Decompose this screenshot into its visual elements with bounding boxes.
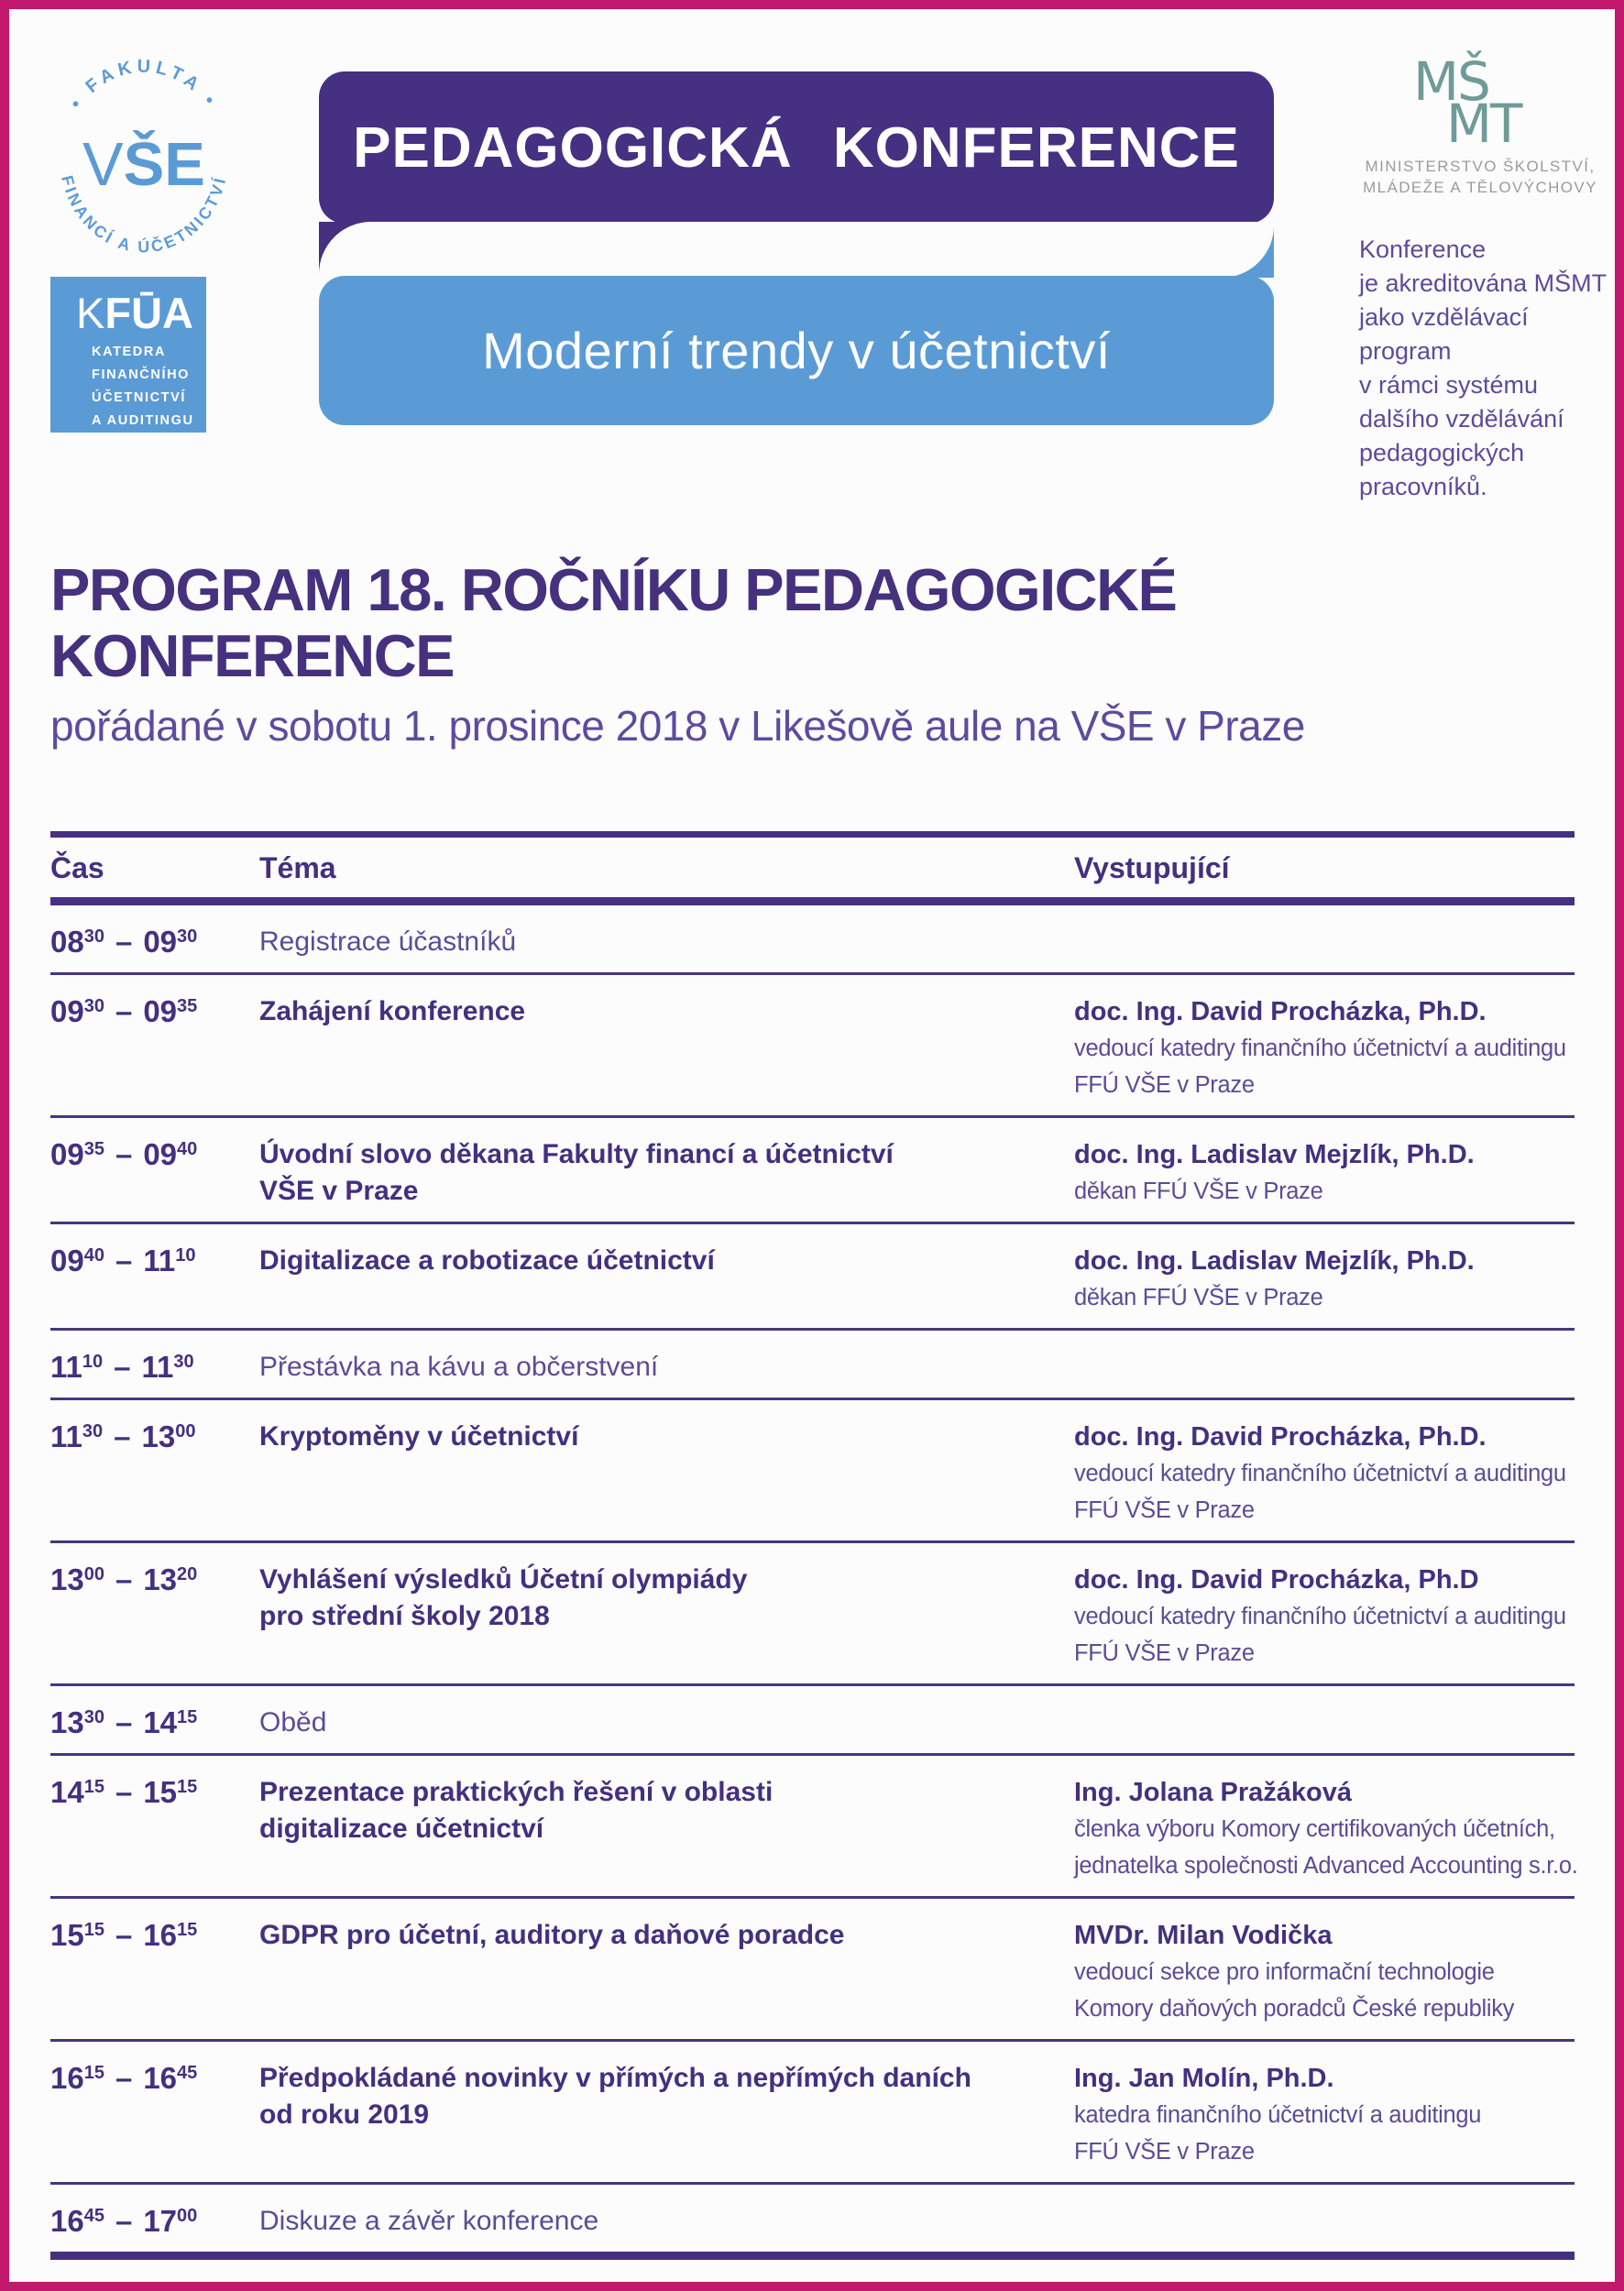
- speaker-name: doc. Ing. Ladislav Mejzlík, Ph.D.: [1074, 1140, 1475, 1169]
- schedule-table: [50, 831, 1578, 2260]
- accreditation-note: [1359, 233, 1615, 504]
- svg-text:• FAKULTA •: [66, 57, 222, 113]
- kfua-letters-fua: FŪA: [104, 289, 193, 337]
- table-row: [50, 1899, 1575, 2042]
- kfua-caption-line: ÚČETNICTVÍ: [92, 390, 186, 405]
- table-row: [50, 1400, 1575, 1543]
- speaker-description: FFÚ VŠE v Praze: [1074, 1072, 1255, 1098]
- vse-ring-top-text: • FAKULTA •: [66, 57, 222, 113]
- session-topic: [259, 1917, 1074, 2027]
- session-speaker: [1074, 1419, 1575, 1529]
- conference-theme-banner: [319, 276, 1274, 425]
- session-topic-line: Vyhlášení výsledků Účetní olympiády: [259, 1564, 748, 1595]
- session-topic-line: Předpokládané novinky v přímých a nepřímých daních: [259, 2063, 971, 2093]
- session-topic: [259, 1774, 1074, 1884]
- curve-mask: [319, 222, 1274, 278]
- msmt-logo-line1: MŠ: [1413, 50, 1489, 113]
- speaker-description: děkan FFÚ VŠE v Praze: [1074, 1285, 1323, 1310]
- session-speaker: [1074, 2203, 1575, 2240]
- speaker-name: doc. Ing. Ladislav Mejzlík, Ph.D.: [1074, 1246, 1475, 1276]
- vse-center-e: E: [164, 130, 205, 200]
- accreditation-line: jako vzdělávací program: [1359, 303, 1529, 365]
- session-topic-line: Přestávka na kávu a občerstvení: [259, 1352, 659, 1382]
- conference-name-banner: [319, 71, 1274, 224]
- column-header-time: Čas: [50, 851, 104, 884]
- session-topic: [259, 1705, 1074, 1741]
- session-speaker: [1074, 1136, 1575, 1210]
- session-speaker: [1074, 1705, 1575, 1741]
- session-topic-line: Prezentace praktických řešení v oblasti: [259, 1777, 774, 1807]
- table-row: [50, 2042, 1575, 2185]
- session-speaker: [1074, 924, 1575, 960]
- speaker-name: MVDr. Milan Vodička: [1074, 1921, 1333, 1950]
- session-topic-line: GDPR pro účetní, auditory a daňové poradce: [259, 1920, 845, 1950]
- table-row: [50, 2185, 1575, 2252]
- table-row: [50, 1331, 1575, 1400]
- schedule-header: [50, 831, 1575, 905]
- vse-center-v: V: [82, 130, 124, 200]
- table-row: [50, 1118, 1575, 1224]
- session-time-range: $16^{45} - 17^{00}$: [50, 2204, 198, 2238]
- kfua-wordmark: [76, 290, 206, 337]
- kfua-letter-k: K: [76, 289, 105, 337]
- session-topic-line: Oběd: [259, 1707, 327, 1737]
- conference-name: PEDAGOGICKÁ KONFERENCE: [353, 115, 1240, 180]
- table-row: [50, 1543, 1575, 1686]
- ministry-name-line1: MINISTERSTVO ŠKOLSTVÍ,: [1365, 158, 1596, 175]
- session-topic: [259, 924, 1074, 960]
- speaker-description: FFÚ VŠE v Praze: [1074, 2139, 1255, 2165]
- session-topic: [259, 2060, 1074, 2170]
- session-time-range: $09^{35} - 09^{40}$: [50, 1137, 198, 1171]
- vse-center-s: Š: [123, 130, 165, 200]
- session-speaker: [1074, 1562, 1575, 1672]
- page-title: PROGRAM 18. ROČNÍKU PEDAGOGICKÉ KONFERENCE: [50, 556, 1177, 689]
- session-topic: [259, 2203, 1074, 2240]
- accreditation-line: Konference: [1359, 236, 1487, 263]
- session-time-range: $14^{15} - 15^{15}$: [50, 1775, 198, 1809]
- session-topic-line: Digitalizace a robotizace účetnictví: [259, 1245, 715, 1276]
- accreditation-line: pedagogických: [1359, 439, 1525, 466]
- session-topic: [259, 993, 1074, 1103]
- speaker-name: doc. Ing. David Procházka, Ph.D: [1074, 1565, 1479, 1595]
- session-topic: [259, 1136, 1074, 1210]
- session-topic-line: pro střední školy 2018: [259, 1601, 550, 1631]
- speaker-description: vedoucí katedry finančního účetnictví a auditingu: [1074, 1604, 1566, 1629]
- table-row: [50, 1756, 1578, 1899]
- page-subtitle: pořádané v sobotu 1. prosince 2018 v Likešově aule na VŠE v Praze: [50, 702, 1305, 750]
- session-time-range: $08^{30} - 09^{30}$: [50, 925, 198, 959]
- program-title-block: [50, 557, 1581, 751]
- msmt-logo-line2: MT: [1446, 93, 1521, 155]
- session-speaker: [1074, 993, 1575, 1103]
- column-header-topic: Téma: [259, 851, 336, 884]
- accreditation-line: dalšího vzdělávání: [1359, 405, 1564, 433]
- ministry-name-line2: MLÁDEŽE A TĚLOVÝCHOVY: [1363, 179, 1597, 196]
- svg-text:VŠE: [82, 130, 205, 199]
- speaker-description: FFÚ VŠE v Praze: [1074, 1497, 1255, 1523]
- session-topic-line: od roku 2019: [259, 2099, 430, 2130]
- session-topic-line: Zahájení konference: [259, 996, 526, 1026]
- session-time-range: $09^{40} - 11^{10}$: [50, 1244, 196, 1277]
- vse-faculty-logo-icon: [48, 57, 240, 268]
- table-row: [50, 905, 1575, 975]
- ministry-name: [1329, 156, 1624, 198]
- vse-ring-bottom-text: FINANCÍ A ÚČETNICTVÍ: [58, 173, 230, 257]
- accreditation-line: v rámci systému: [1359, 371, 1539, 399]
- speaker-name: doc. Ing. David Procházka, Ph.D.: [1074, 997, 1487, 1026]
- accreditation-line: pracovníků.: [1359, 473, 1487, 500]
- speaker-description: katedra finančního účetnictví a auditingu: [1074, 2102, 1482, 2128]
- banner-curve-connector: [319, 224, 1274, 276]
- session-time-range: $15^{15} - 16^{15}$: [50, 1918, 198, 1952]
- column-header-speaker: Vystupující: [1074, 851, 1230, 884]
- session-time-range: $16^{15} - 16^{45}$: [50, 2061, 198, 2095]
- session-topic: [259, 1243, 1074, 1316]
- session-time-range: $13^{30} - 14^{15}$: [50, 1705, 198, 1739]
- speaker-name: Ing. Jan Molín, Ph.D.: [1074, 2064, 1334, 2093]
- msmt-logo-icon: [1413, 50, 1521, 155]
- session-time-range: $11^{10} - 11^{30}$: [50, 1350, 194, 1384]
- session-topic-line: Registrace účastníků: [259, 926, 517, 957]
- session-time-range: $11^{30} - 13^{00}$: [50, 1420, 196, 1453]
- kfua-caption: [92, 341, 206, 433]
- session-topic-line: VŠE v Praze: [259, 1176, 419, 1206]
- accreditation-line: je akreditována MŠMT: [1359, 269, 1608, 297]
- speaker-description: členka výboru Komory certifikovaných účetních,: [1074, 1816, 1555, 1842]
- session-topic-line: Kryptoměny v účetnictví: [259, 1421, 579, 1452]
- speaker-description: děkan FFÚ VŠE v Praze: [1074, 1178, 1323, 1204]
- session-speaker: [1074, 1774, 1578, 1884]
- table-row: [50, 1686, 1575, 1756]
- session-topic-line: Diskuze a závěr konference: [259, 2206, 599, 2236]
- kfua-department-logo: [50, 277, 206, 433]
- kfua-caption-line: A AUDITINGU: [92, 413, 194, 428]
- speaker-name: Ing. Jolana Pražáková: [1074, 1778, 1353, 1807]
- session-topic-line: Úvodní slovo děkana Fakulty financí a účetnictví: [259, 1139, 894, 1169]
- conference-theme: Moderní trendy v účetnictví: [482, 322, 1111, 379]
- session-time-range: $09^{30} - 09^{35}$: [50, 994, 198, 1028]
- schedule-rows: [50, 905, 1578, 2260]
- session-speaker: [1074, 2060, 1575, 2170]
- table-row: [50, 1224, 1575, 1331]
- session-topic: [259, 1349, 1074, 1386]
- session-topic: [259, 1419, 1074, 1529]
- speaker-description: vedoucí katedry finančního účetnictví a auditingu: [1074, 1036, 1566, 1061]
- kfua-caption-line: KATEDRA: [92, 345, 167, 359]
- speaker-description: jednatelka společnosti Advanced Accounting s.r.o.: [1074, 1853, 1578, 1879]
- speaker-description: vedoucí katedry finančního účetnictví a auditingu: [1074, 1461, 1566, 1486]
- session-speaker: [1074, 1243, 1575, 1316]
- session-speaker: [1074, 1349, 1575, 1386]
- speaker-description: Komory daňových poradců České republiky: [1074, 1996, 1515, 2022]
- session-time-range: $13^{00} - 13^{20}$: [50, 1562, 198, 1596]
- session-topic: [259, 1562, 1074, 1672]
- speaker-description: vedoucí sekce pro informační technologie: [1074, 1959, 1495, 1985]
- session-topic-line: digitalizace účetnictví: [259, 1814, 544, 1844]
- speaker-name: doc. Ing. David Procházka, Ph.D.: [1074, 1422, 1487, 1452]
- session-speaker: [1074, 1917, 1575, 2027]
- speaker-description: FFÚ VŠE v Praze: [1074, 1640, 1255, 1666]
- table-row: [50, 975, 1575, 1118]
- kfua-caption-line: FINANČNÍHO: [92, 367, 191, 382]
